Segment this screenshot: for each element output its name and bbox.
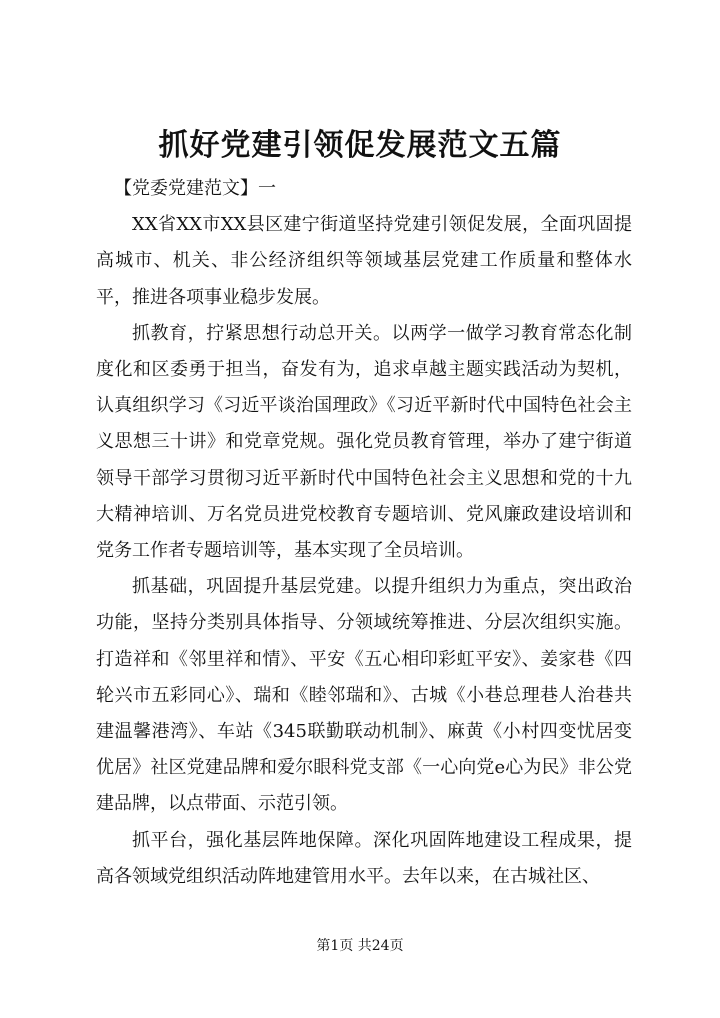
paragraph-platform: 抓平台，强化基层阵地保障。深化巩固阵地建设工程成果，提高各领域党组织活动阵地建管用水平。去年以来，在古城社区、: [96, 829, 632, 887]
paragraph-intro: XX省XX市XX县区建宁街道坚持党建引领促发展，全面巩固提高城市、机关、非公经济组织等领域基层党建工作质量和整体水平，推进各项事业稳步发展。: [96, 214, 632, 308]
paragraph-education: 抓教育，拧紧思想行动总开关。以两学一做学习教育常态化制度化和区委勇于担当，奋发有为，追求卓越主题实践活动为契机，认真组织学习《习近平谈治国理政》《习近平新时代中国特色社会主义思想三十讲》和党章党规。强化党员教育管理，举办了建宁街道领导干部学习贯彻习近平新时代中国特色社会主义思想和党的十九大精神培训、万名党员进党校教育专题培训、党风廉政建设培训和党务工作者专题培训等，基本实现了全员培训。: [96, 322, 632, 562]
section-heading: 【党委党建范文】一: [114, 178, 276, 199]
paragraph-foundation: 抓基础，巩固提升基层党建。以提升组织力为重点，突出政治功能，坚持分类别具体指导、分领域统筹推进、分层次组织实施。打造祥和《邻里祥和情》、平安《五心相印彩虹平安》、姜家巷《四轮兴市五彩同心》、瑞和《睦邻瑞和》、古城《小巷总理巷人治巷共建温馨港湾》、车站《345联勤联动机制》、麻黄《小村四变忧居变优居》社区党建品牌和爱尔眼科党支部《一心向党e心为民》非公党建品牌，以点带面、示范引领。: [96, 576, 632, 815]
page-number-footer: 第1页 共24页: [316, 938, 404, 954]
document-body: [96, 171, 632, 895]
document-title: 抓好党建引领促发展范文五篇: [158, 128, 562, 163]
